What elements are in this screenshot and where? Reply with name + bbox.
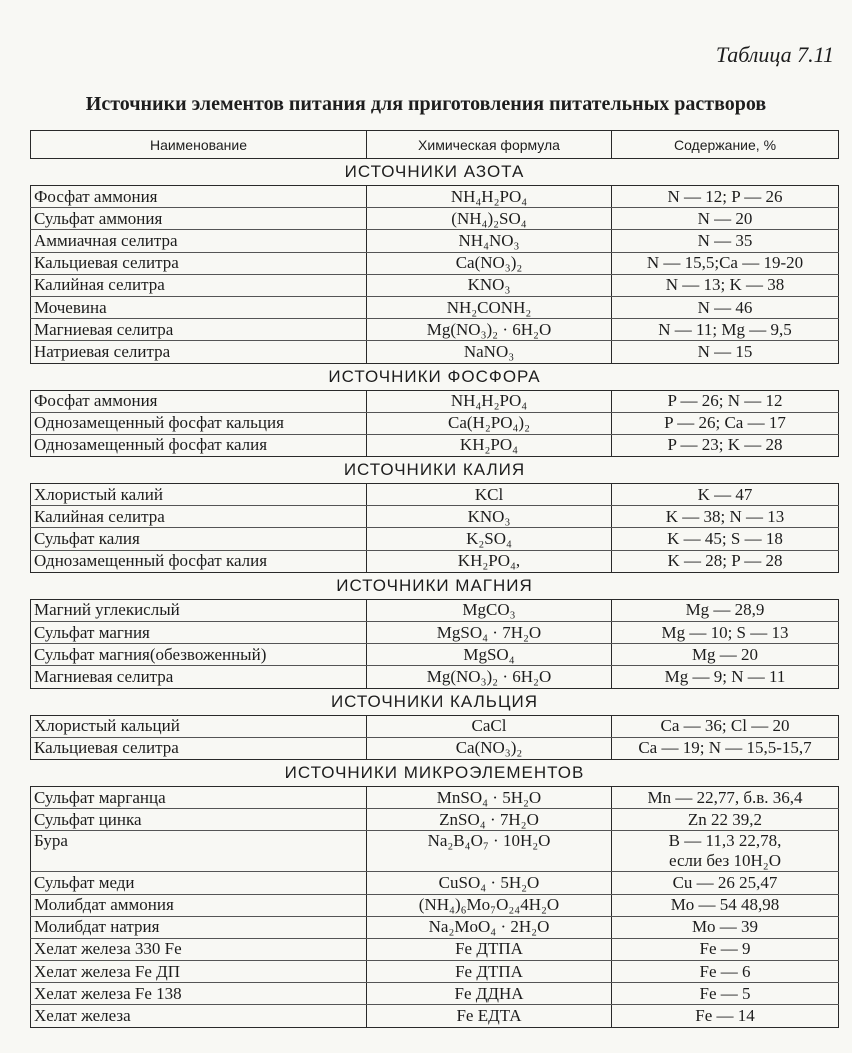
cell-formula: Ca(H₂PO₄)₂ bbox=[367, 412, 612, 434]
cell-content: N — 20 bbox=[612, 208, 839, 230]
cell-formula: MgCO₃ bbox=[367, 599, 612, 621]
table-title: Источники элементов питания для приготовления питательных растворов bbox=[85, 93, 767, 115]
cell-name: Мочевина bbox=[31, 296, 367, 318]
table-row bbox=[31, 916, 839, 938]
table-row bbox=[31, 319, 839, 341]
cell-content: K — 28; P — 28 bbox=[612, 550, 839, 572]
table-row bbox=[31, 786, 839, 808]
table-row bbox=[31, 737, 839, 759]
table-row bbox=[31, 809, 839, 831]
cell-content: Zn 22 39,2 bbox=[612, 809, 839, 831]
cell-name: Хелат железа Fe 138 bbox=[31, 983, 367, 1005]
table-row bbox=[31, 484, 839, 506]
cell-content: Ca — 19; N — 15,5-15,7 bbox=[612, 737, 839, 759]
section-heading: ИСТОЧНИКИ КАЛИЯ bbox=[31, 457, 839, 484]
cell-formula: KH₂PO₄ bbox=[367, 434, 612, 456]
cell-name: Магний углекислый bbox=[31, 599, 367, 621]
cell-name: Однозамещенный фосфат кальция bbox=[31, 412, 367, 434]
table-row bbox=[31, 550, 839, 572]
cell-content: N — 15,5;Ca — 19-20 bbox=[612, 252, 839, 274]
table-row bbox=[31, 894, 839, 916]
cell-content: Fe — 9 bbox=[612, 938, 839, 960]
cell-name: Хелат железа 330 Fe bbox=[31, 938, 367, 960]
header-name: Наименование bbox=[31, 131, 367, 159]
cell-name: Сульфат магния(обезвоженный) bbox=[31, 644, 367, 666]
section-heading: ИСТОЧНИКИ КАЛЬЦИЯ bbox=[31, 688, 839, 715]
cell-name: Калийная селитра bbox=[31, 274, 367, 296]
cell-name: Сульфат марганца bbox=[31, 786, 367, 808]
cell-formula: KNO₃ bbox=[367, 274, 612, 296]
cell-name: Фосфат аммония bbox=[31, 390, 367, 412]
cell-formula: CuSO₄ · 5H₂O bbox=[367, 872, 612, 894]
cell-content: Mg — 9; N — 11 bbox=[612, 666, 839, 688]
cell-content: K — 47 bbox=[612, 484, 839, 506]
table-row bbox=[31, 983, 839, 1005]
cell-name: Сульфат меди bbox=[31, 872, 367, 894]
table-row bbox=[31, 622, 839, 644]
table-row bbox=[31, 341, 839, 363]
cell-formula: MgSO₄ bbox=[367, 644, 612, 666]
cell-formula: MgSO₄ · 7H₂O bbox=[367, 622, 612, 644]
cell-name: Однозамещенный фосфат калия bbox=[31, 550, 367, 572]
cell-formula: KCl bbox=[367, 484, 612, 506]
cell-content-line: B — 11,3 22,78, bbox=[668, 831, 782, 851]
header-formula: Химическая формула bbox=[367, 131, 612, 159]
nutrient-sources-table bbox=[30, 130, 839, 1028]
cell-name: Бура bbox=[31, 831, 367, 872]
cell-content: N — 13; K — 38 bbox=[612, 274, 839, 296]
table-row bbox=[31, 390, 839, 412]
cell-formula: NH₂CONH₂ bbox=[367, 296, 612, 318]
cell-name: Хелат железа Fe ДП bbox=[31, 961, 367, 983]
table-number: Таблица 7.11 bbox=[715, 42, 834, 67]
section-heading: ИСТОЧНИКИ АЗОТА bbox=[31, 159, 839, 186]
cell-content: P — 26; Ca — 17 bbox=[612, 412, 839, 434]
table-body bbox=[31, 159, 839, 1028]
cell-content: N — 11; Mg — 9,5 bbox=[612, 319, 839, 341]
table-row bbox=[31, 412, 839, 434]
cell-content: N — 15 bbox=[612, 341, 839, 363]
cell-content: Cu — 26 25,47 bbox=[612, 872, 839, 894]
table-row bbox=[31, 252, 839, 274]
cell-content: Mo — 39 bbox=[612, 916, 839, 938]
cell-name: Натриевая селитра bbox=[31, 341, 367, 363]
table-row bbox=[31, 506, 839, 528]
table-row bbox=[31, 872, 839, 894]
table-row bbox=[31, 831, 839, 872]
cell-formula: Fe ДДНА bbox=[367, 983, 612, 1005]
cell-name: Сульфат калия bbox=[31, 528, 367, 550]
cell-formula: CaCl bbox=[367, 715, 612, 737]
cell-content: K — 38; N — 13 bbox=[612, 506, 839, 528]
section-heading: ИСТОЧНИКИ МИКРОЭЛЕМЕНТОВ bbox=[31, 759, 839, 786]
cell-content: K — 45; S — 18 bbox=[612, 528, 839, 550]
cell-formula: KNO₃ bbox=[367, 506, 612, 528]
cell-formula: (NH₄)₂SO₄ bbox=[367, 208, 612, 230]
cell-name: Хелат железа bbox=[31, 1005, 367, 1027]
cell-name: Аммиачная селитра bbox=[31, 230, 367, 252]
section-row bbox=[31, 688, 839, 715]
cell-name: Кальциевая селитра bbox=[31, 737, 367, 759]
table-row bbox=[31, 434, 839, 456]
cell-name: Фосфат аммония bbox=[31, 186, 367, 208]
cell-formula: Mg(NO₃)₂ · 6H₂O bbox=[367, 666, 612, 688]
cell-content: Mg — 10; S — 13 bbox=[612, 622, 839, 644]
cell-formula: Ca(NO₃)₂ bbox=[367, 252, 612, 274]
cell-name: Однозамещенный фосфат калия bbox=[31, 434, 367, 456]
cell-content: Mg — 28,9 bbox=[612, 599, 839, 621]
table-row bbox=[31, 599, 839, 621]
cell-name: Молибдат аммония bbox=[31, 894, 367, 916]
cell-content: N — 46 bbox=[612, 296, 839, 318]
table-row bbox=[31, 666, 839, 688]
cell-content: Mn — 22,77, б.в. 36,4 bbox=[612, 786, 839, 808]
cell-name: Молибдат натрия bbox=[31, 916, 367, 938]
cell-name: Магниевая селитра bbox=[31, 319, 367, 341]
cell-formula: NH₄NO₃ bbox=[367, 230, 612, 252]
cell-content: N — 35 bbox=[612, 230, 839, 252]
cell-formula: (NH₄)₆Mo₇O₂₄4H₂O bbox=[367, 894, 612, 916]
cell-formula: MnSO₄ · 5H₂O bbox=[367, 786, 612, 808]
cell-formula: Ca(NO₃)₂ bbox=[367, 737, 612, 759]
cell-content: Mo — 54 48,98 bbox=[612, 894, 839, 916]
cell-formula: NaNO₃ bbox=[367, 341, 612, 363]
cell-formula: Fe ЕДТА bbox=[367, 1005, 612, 1027]
cell-formula: K₂SO₄ bbox=[367, 528, 612, 550]
cell-formula: Na₂MoO₄ · 2H₂O bbox=[367, 916, 612, 938]
section-heading: ИСТОЧНИКИ ФОСФОРА bbox=[31, 363, 839, 390]
cell-name: Кальциевая селитра bbox=[31, 252, 367, 274]
table-row bbox=[31, 961, 839, 983]
cell-content-line: если без 10H₂O bbox=[669, 851, 781, 871]
table-row bbox=[31, 186, 839, 208]
table-row bbox=[31, 715, 839, 737]
cell-name: Калийная селитра bbox=[31, 506, 367, 528]
cell-formula: Fe ДТПА bbox=[367, 961, 612, 983]
cell-formula: NH₄H₂PO₄ bbox=[367, 186, 612, 208]
cell-formula: ZnSO₄ · 7H₂O bbox=[367, 809, 612, 831]
cell-formula: Na₂B₄O₇ · 10H₂O bbox=[367, 831, 612, 872]
cell-formula: NH₄H₂PO₄ bbox=[367, 390, 612, 412]
cell-content: Mg — 20 bbox=[612, 644, 839, 666]
table-row bbox=[31, 296, 839, 318]
section-row bbox=[31, 159, 839, 186]
section-row bbox=[31, 457, 839, 484]
cell-name: Сульфат аммония bbox=[31, 208, 367, 230]
cell-formula: Fe ДТПА bbox=[367, 938, 612, 960]
table-row bbox=[31, 230, 839, 252]
cell-content: P — 26; N — 12 bbox=[612, 390, 839, 412]
cell-content: Fe — 5 bbox=[612, 983, 839, 1005]
table-row bbox=[31, 1005, 839, 1027]
section-heading: ИСТОЧНИКИ МАГНИЯ bbox=[31, 572, 839, 599]
cell-name: Сульфат магния bbox=[31, 622, 367, 644]
table-row bbox=[31, 644, 839, 666]
header-row bbox=[31, 131, 839, 159]
cell-content: N — 12; P — 26 bbox=[612, 186, 839, 208]
table-row bbox=[31, 208, 839, 230]
table-row bbox=[31, 274, 839, 296]
cell-content: P — 23; K — 28 bbox=[612, 434, 839, 456]
section-row bbox=[31, 572, 839, 599]
cell-name: Хлористый кальций bbox=[31, 715, 367, 737]
cell-content: Ca — 36; Cl — 20 bbox=[612, 715, 839, 737]
header-content: Содержание, % bbox=[612, 131, 839, 159]
cell-formula: Mg(NO₃)₂ · 6H₂O bbox=[367, 319, 612, 341]
cell-formula: KH₂PO₄, bbox=[367, 550, 612, 572]
cell-content bbox=[612, 831, 839, 872]
cell-name: Магниевая селитра bbox=[31, 666, 367, 688]
table-row bbox=[31, 938, 839, 960]
section-row bbox=[31, 759, 839, 786]
cell-name: Сульфат цинка bbox=[31, 809, 367, 831]
cell-content: Fe — 14 bbox=[612, 1005, 839, 1027]
cell-name: Хлористый калий bbox=[31, 484, 367, 506]
section-row bbox=[31, 363, 839, 390]
cell-content: Fe — 6 bbox=[612, 961, 839, 983]
table-row bbox=[31, 528, 839, 550]
